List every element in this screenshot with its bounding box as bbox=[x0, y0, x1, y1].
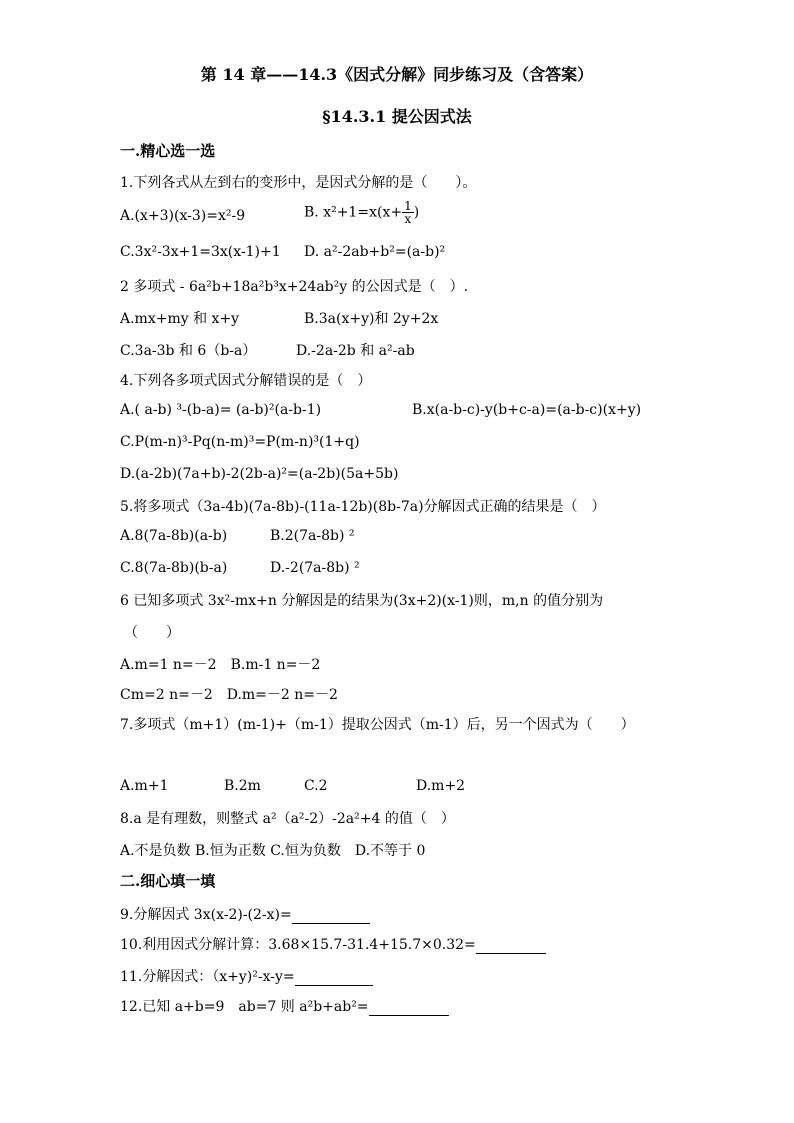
question-2-option-d: D.-2a-2b 和 a²-ab bbox=[296, 343, 415, 359]
question-6-options-ab: A.m=1 n=－2 B.m-1 n=－2 bbox=[120, 657, 321, 673]
question-2-option-b: B.3a(x+y)和 2y+2x bbox=[304, 311, 439, 327]
question-7-option-a: A.m+1 bbox=[120, 778, 169, 794]
answer-blank[interactable] bbox=[476, 937, 546, 954]
question-1-stem: 1.下列各式从左到右的变形中，是因式分解的是（ ）。 bbox=[120, 175, 477, 191]
question-4-option-d: D.(a-2b)(7a+b)-2(2b-a)²=(a-2b)(5a+5b) bbox=[120, 466, 399, 482]
question-2-option-c: C.3a-3b 和 6（b-a） bbox=[120, 343, 257, 359]
question-4-option-a: A.( a-b) ³-(b-a)= (a-b)²(a-b-1) bbox=[120, 402, 322, 418]
question-1-option-a: A.(x+3)(x-3)=x²-9 bbox=[120, 208, 246, 224]
question-11 bbox=[120, 966, 373, 986]
question-4-stem: 4.下列各多项式因式分解错误的是（ ） bbox=[120, 373, 372, 389]
question-1-option-b bbox=[304, 200, 419, 225]
question-5-option-a: A.8(7a-8b)(a-b) bbox=[120, 528, 228, 544]
question-10 bbox=[120, 934, 546, 954]
question-9 bbox=[120, 904, 370, 924]
section-heading-fill: 二.细心填一填 bbox=[120, 872, 216, 890]
question-11-text: 11.分解因式：（x+y)²-x-y= bbox=[120, 969, 295, 985]
question-6-options-cd: Cm=2 n=－2 D.m=－2 n=－2 bbox=[120, 687, 338, 703]
question-5-option-d: D.-2(7a-8b) ² bbox=[270, 560, 360, 576]
answer-blank[interactable] bbox=[295, 969, 373, 986]
answer-blank[interactable] bbox=[292, 907, 370, 924]
question-2-option-a: A.mx+my 和 x+y bbox=[120, 311, 240, 327]
page-title: 第 14 章——14.3《因式分解》同步练习及（含答案） bbox=[200, 65, 594, 84]
question-1-option-c: C.3x²-3x+1=3x(x-1)+1 bbox=[120, 244, 281, 260]
question-5-option-c: C.8(7a-8b)(b-a) bbox=[120, 560, 228, 576]
fraction-numerator: 1 bbox=[404, 199, 412, 213]
option-b-text: B. x²+1=x(x+ bbox=[304, 204, 403, 221]
question-6-answer-paren: （ ） bbox=[124, 625, 180, 641]
question-12-text: 12.已知 a+b=9 ab=7 则 a²b+ab²= bbox=[120, 999, 369, 1015]
option-b-close: ) bbox=[413, 204, 420, 221]
question-9-text: 9.分解因式 3x(x-2)-(2-x)= bbox=[120, 907, 292, 923]
question-4-option-b: B.x(a-b-c)-y(b+c-a)=(a-b-c)(x+y) bbox=[412, 402, 642, 418]
question-7-option-b: B.2m bbox=[224, 778, 261, 794]
question-5-option-b: B.2(7a-8b) ² bbox=[270, 528, 355, 544]
question-4-option-c: C.P(m-n)³-Pq(n-m)³=P(m-n)³(1+q) bbox=[120, 434, 360, 450]
question-7-option-d: D.m+2 bbox=[416, 778, 466, 794]
section-heading-choice: 一.精心选一选 bbox=[120, 142, 216, 160]
question-7-stem: 7.多项式（m+1）(m-1)+（m-1）提取公因式（m-1）后，另一个因式为（ ） bbox=[120, 717, 635, 733]
question-6-stem: 6 已知多项式 3x²-mx+n 分解因是的结果为(3x+2)(x-1)则，m,n 的值分别为 bbox=[120, 593, 604, 609]
question-7-option-c: C.2 bbox=[304, 778, 328, 794]
question-8-options: A.不是负数 B.恒为正数 C.恒为负数 D.不等于 0 bbox=[120, 843, 426, 859]
question-1-option-d: D. a²-2ab+b²=(a-b)² bbox=[304, 244, 446, 260]
fraction bbox=[402, 200, 414, 225]
answer-blank[interactable] bbox=[369, 999, 449, 1016]
question-2-stem: 2 多项式 - 6a²b+18a²b³x+24ab²y 的公因式是（ ）. bbox=[120, 279, 469, 295]
question-10-text: 10.利用因式分解计算：3.68×15.7-31.4+15.7×0.32= bbox=[120, 937, 476, 953]
section-subtitle: §14.3.1 提公因式法 bbox=[322, 107, 472, 126]
question-5-stem: 5.将多项式（3a-4b)(7a-8b)-(11a-12b)(8b-7a)分解因式正确的结果是（ ） bbox=[120, 499, 606, 515]
question-8-stem: 8.a 是有理数，则整式 a²（a²-2）-2a²+4 的值（ ） bbox=[120, 811, 455, 827]
question-12 bbox=[120, 996, 449, 1016]
fraction-denominator: x bbox=[404, 212, 412, 226]
